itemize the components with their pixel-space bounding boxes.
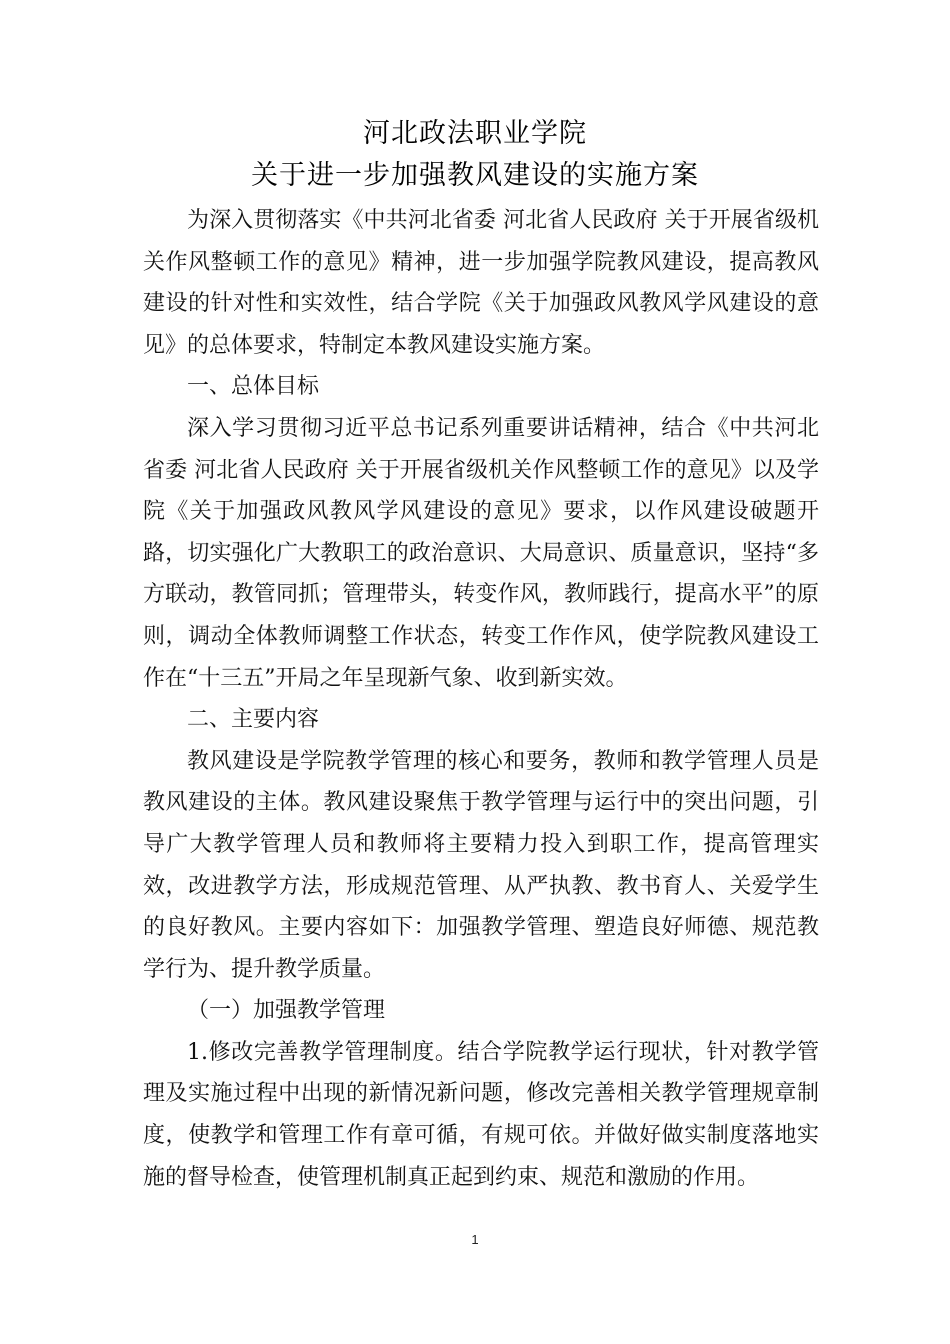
- section-heading-main-content: 二、主要内容: [187, 707, 320, 733]
- overall-goal-paragraph: 深入学习贯彻习近平总书记系列重要讲话精神，结合《中共河北省委 河北省人民政府 关于开展省级机关作风整顿工作的意见》以及学院《关于加强政风教风学风建设的意见》要求，以作风建设破题开路，切实强化广大教职工的政治意识、大局意识、质量意识，坚持“多方联动，教管同抓；管理带头，转变作风，教师践行，提高水平”的原则，调动全体教师调整工作状态，转变工作作风，使学院教风建设工作在“十三五”开局之年呈现新气象、收到新实效。: [143, 415, 819, 691]
- document-body: [143, 200, 819, 1198]
- intro-paragraph: 为深入贯彻落实《中共河北省委 河北省人民政府 关于开展省级机关作风整顿工作的意见》精神，进一步加强学院教风建设，提高教风建设的针对性和实效性，结合学院《关于加强政风教风学风建设的意见》的总体要求，特制定本教风建设实施方案。: [143, 208, 819, 358]
- document-title-line2: 关于进一步加强教风建设的实施方案: [251, 160, 699, 191]
- subsection-heading-teaching-management: （一）加强教学管理: [187, 998, 386, 1024]
- document-title-line1: 河北政法职业学院: [363, 118, 587, 149]
- main-content-paragraph: 教风建设是学院教学管理的核心和要务，教师和教学管理人员是教风建设的主体。教风建设聚焦于教学管理与运行中的突出问题，引导广大教学管理人员和教师将主要精力投入到职工作，提高管理实效，改进教学方法，形成规范管理、从严执教、教书育人、关爱学生的良好教风。主要内容如下：加强教学管理、塑造良好师德、规范教学行为、提升教学质量。: [143, 748, 819, 982]
- section-heading-overall-goal: 一、总体目标: [187, 374, 320, 400]
- item-1-paragraph: 1.修改完善教学管理制度。结合学院教学运行现状，针对教学管理及实施过程中出现的新情况新问题，修改完善相关教学管理规章制度，使教学和管理工作有章可循，有规可依。并做好做实制度落地实施的督导检查，使管理机制真正起到约束、规范和激励的作用。: [143, 1039, 819, 1190]
- page-number: 1: [471, 1232, 479, 1247]
